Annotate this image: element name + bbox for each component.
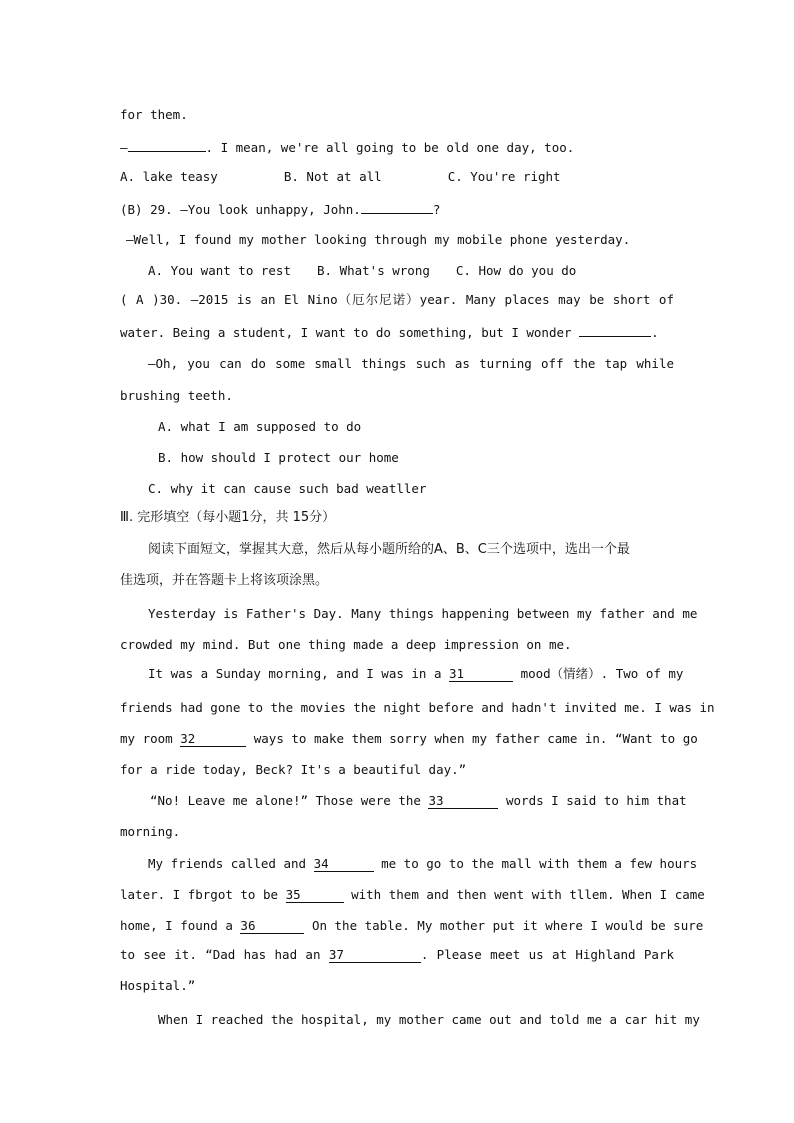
- passage-line: It was a Sunday morning, and I was in a 31 mood（情绪）. Two of my: [148, 666, 684, 681]
- question-30: ( A )30. —2015 is an El Nino（厄尔尼诺）year. Many places may be short of: [120, 292, 674, 307]
- instruction-text: 佳选项，并在答题卡上将该项涂黑。: [120, 573, 329, 588]
- answer-blank: [579, 322, 651, 337]
- blank-37: 37: [329, 948, 421, 963]
- text-line: water. Being a student, I want to do something, but I wonder .: [120, 322, 674, 340]
- option-line: A. You want to rest B. What's wrong C. How do you do: [148, 263, 577, 278]
- passage-line: When I reached the hospital, my mother came out and told me a car hit my: [158, 1012, 700, 1027]
- instruction-text: 阅读下面短文，掌握其大意，然后从每小题所给的A、B、C三个选项中，选出一个最: [148, 542, 630, 557]
- passage-line: My friends called and 34 me to go to the mall with them a few hours: [148, 856, 698, 871]
- section-heading: Ⅲ. 完形填空（每小题1分，共 15分）: [120, 510, 336, 525]
- text-line: — . I mean, we're all going to be old one day, too.: [120, 137, 674, 155]
- passage-line: friends had gone to the movies the night before and hadn't invited me. I was in: [120, 700, 715, 715]
- passage-line: home, I found a 36 On the table. My mother put it where I would be sure: [120, 918, 704, 933]
- text-line: for them.: [120, 107, 188, 122]
- passage-line: my room 32 ways to make them sorry when my father came in. “Want to go: [120, 731, 698, 746]
- text-line: brushing teeth.: [120, 388, 233, 403]
- answer-blank: [361, 199, 433, 214]
- blank-35: 35: [286, 888, 344, 903]
- option-line: B. how should I protect our home: [158, 450, 399, 465]
- blank-34: 34: [314, 857, 374, 872]
- answer-blank: [128, 137, 206, 152]
- question-29: (B) 29. —You look unhappy, John. ?: [120, 199, 674, 217]
- passage-line: crowded my mind. But one thing made a deep impression on me.: [120, 637, 572, 652]
- text-line: —Oh, you can do some small things such as turning off the tap while: [148, 356, 674, 371]
- blank-31: 31: [449, 667, 513, 682]
- option-line: C. why it can cause such bad weatller: [148, 481, 427, 496]
- text-line: —Well, I found my mother looking through my mobile phone yesterday.: [126, 232, 631, 247]
- passage-line: Hospital.”: [120, 978, 196, 993]
- option-line: A. what I am supposed to do: [158, 419, 362, 434]
- passage-line: Yesterday is Father's Day. Many things happening between my father and me: [148, 606, 698, 621]
- blank-32: 32: [180, 732, 246, 747]
- passage-line: “No! Leave me alone!” Those were the 33 words I said to him that: [150, 793, 687, 808]
- passage-line: for a ride today, Beck? It's a beautiful day.”: [120, 762, 467, 777]
- passage-line: to see it. “Dad has had an 37 . Please meet us at Highland Park: [120, 947, 674, 962]
- blank-36: 36: [240, 919, 304, 934]
- option-line: A. lake teasy B. Not at all C. You're right: [120, 169, 561, 184]
- passage-line: morning.: [120, 824, 181, 839]
- passage-line: later. I fbrgot to be 35 with them and then went with tllem. When I came: [120, 887, 705, 902]
- blank-33: 33: [428, 794, 498, 809]
